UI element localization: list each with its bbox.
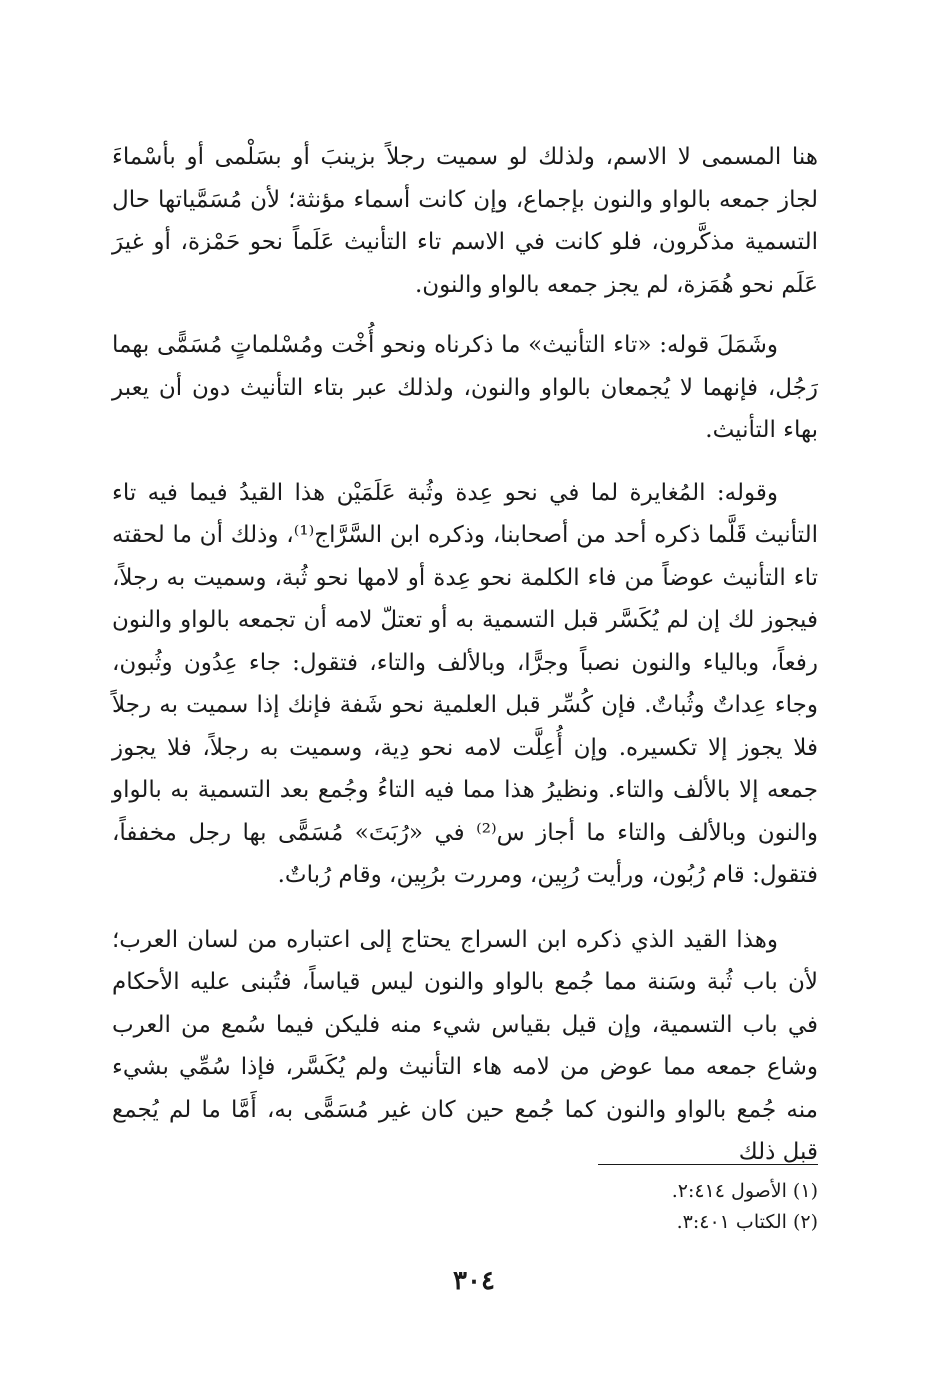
main-text xyxy=(112,136,818,1174)
footnote-separator xyxy=(598,1164,818,1165)
paragraph: وهذا القيد الذي ذكره ابن السراج يحتاج إلى اعتباره من لسان العرب؛ لأن باب ثُبة وسَنة مما جُمع بالواو والنون ليس قياساً، فتُبنى عليه الأحكام في باب التسمية، وإن قيل بقياس شيء منه فليكن فيما سُمع من العرب وشاع جمعه مما عوض من لامه هاء التأنيث ولم يُكَسَّر، فإذا سُمِّي بشيء منه جُمع بالواو والنون كما جُمع حين كان غير مُسَمًّى به، أَمَّا ما لم يُجمع قبل ذلك xyxy=(112,926,818,1165)
footnote: (٢) الكتاب ٣:٤٠١. xyxy=(676,1211,818,1233)
paragraph: وقوله: المُغايرة لما في نحو عِدة وثُبة عَلَمَيْن هذا القيدُ فيما فيه تاء التأنيث قَلَّما ذكره أحد من أصحابنا، وذكره ابن السَّرَّاج⁽¹⁾، وذلك أن ما لحقته تاء التأنيث عوضاً من فاء الكلمة نحو عِدة أو لامها نحو ثُبة، وسميت به رجلاً، فيجوز لك إن لم يُكَسَّر قبل التسمية به أو تعتلّ لامه أن تجمعه بالواو والنون رفعاً، وبالياء والنون نصباً وجرًّا، وبالألف والتاء، فتقول: جاء عِدُون وثُبون، وجاء عِداتٌ وثُباتٌ. فإن كُسِّر قبل العلمية نحو شَفة فإنك إذا سميت به رجلاً فلا يجوز إلا تكسيره. وإن أُعِلَّت لامه نحو دِية، وسميت به رجلاً، فلا يجوز جمعه إلا بالألف والتاء. ونظيرُ هذا مما فيه التاءُ وجُمع بعد التسمية به بالواو والنون وبالألف والتاء ما أجاز س⁽²⁾ في «رُبَتَ» مُسَمًّى بها رجل مخففاً، فتقول: قام رُبُون، ورأيت رُبِين، ومررت برُبِين، وقام رُباتٌ. xyxy=(112,479,818,888)
footnote: (١) الأصول ٢:٤١٤. xyxy=(671,1180,818,1202)
paragraph: وشَمَلَ قوله: «تاء التأنيث» ما ذكرناه ونحو أُخْت ومُسْلماتٍ مُسَمًّى بهما رَجُل، فإنهما لا يُجمعان بالواو والنون، ولذلك عبر بتاء التأنيث دون أن يعبر بهاء التأنيث. xyxy=(112,332,818,443)
footnotes xyxy=(420,1176,818,1238)
page-number: ٣٠٤ xyxy=(453,1266,495,1296)
paragraph: هنا المسمى لا الاسم، ولذلك لو سميت رجلاً بزينبَ أو بسَلْمى أو بأسْماءَ لجاز جمعه بالواو والنون بإجماع، وإن كانت أسماء مؤنثة؛ لأن مُسَمَّياتها حال التسمية مذكَّرون، فلو كانت في الاسم تاء التأنيث عَلَماً نحو حَمْزة، أو غيرَ عَلَم نحو هُمَزة، لم يجز جمعه بالواو والنون. xyxy=(112,144,818,298)
